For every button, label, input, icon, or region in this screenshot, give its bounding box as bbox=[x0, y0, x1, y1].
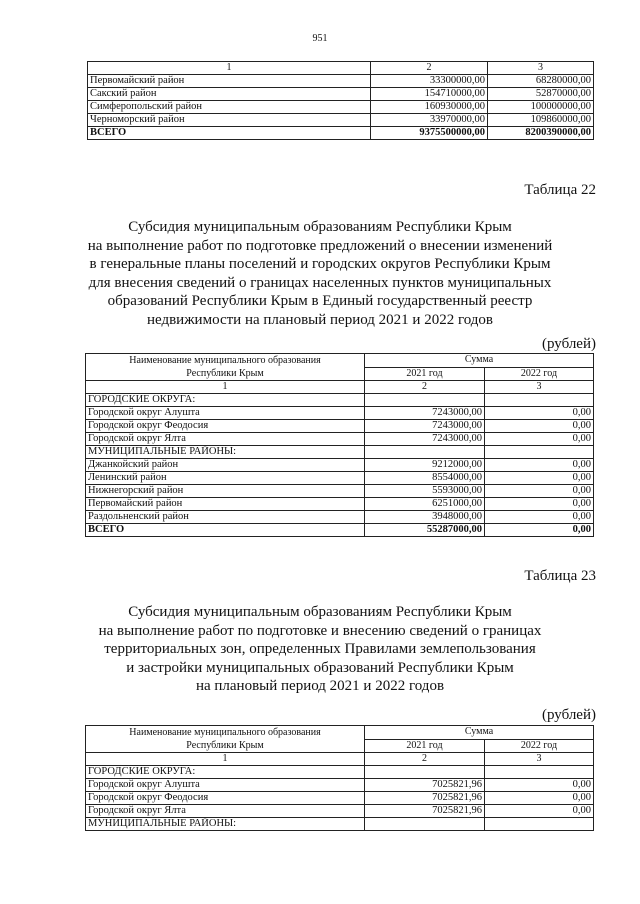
value-2021: 7243000,00 bbox=[365, 407, 485, 420]
value-2021: 154710000,00 bbox=[371, 88, 488, 101]
section-label: ГОРОДСКИЕ ОКРУГА: bbox=[86, 766, 365, 779]
table-row bbox=[86, 511, 594, 524]
col-number: 1 bbox=[88, 62, 371, 75]
section-label: МУНИЦИПАЛЬНЫЕ РАЙОНЫ: bbox=[86, 818, 365, 831]
header-name-line1: Наименование муниципального образования bbox=[129, 355, 321, 366]
total-2021: 9375500000,00 bbox=[371, 127, 488, 140]
section-row bbox=[86, 766, 594, 779]
title-line: на плановый период 2021 и 2022 годов bbox=[195, 678, 445, 694]
row-name: Сакский район bbox=[88, 88, 371, 101]
table23-title bbox=[0, 603, 640, 696]
value-2021: 9212000,00 bbox=[365, 459, 485, 472]
value-2022: 0,00 bbox=[485, 472, 594, 485]
table-row bbox=[86, 407, 594, 420]
table22-unit: (рублей) bbox=[541, 336, 596, 352]
row-name: Ленинский район bbox=[86, 472, 365, 485]
title-line: территориальных зон, определенных Правилами землепользования bbox=[104, 641, 536, 657]
row-name: Раздольненский район bbox=[86, 511, 365, 524]
value-2022: 100000000,00 bbox=[488, 101, 594, 114]
value-2021: 33970000,00 bbox=[371, 114, 488, 127]
table-row bbox=[88, 88, 594, 101]
table-row bbox=[88, 101, 594, 114]
value-2022: 52870000,00 bbox=[488, 88, 594, 101]
header-name-line1: Наименование муниципального образования bbox=[129, 727, 321, 738]
value-2021: 8554000,00 bbox=[365, 472, 485, 485]
section-label: МУНИЦИПАЛЬНЫЕ РАЙОНЫ: bbox=[86, 446, 365, 459]
value-2022: 0,00 bbox=[485, 805, 594, 818]
title-line: в генеральные планы поселений и городских округов Республики Крым bbox=[89, 256, 551, 272]
col-number: 2 bbox=[365, 753, 485, 766]
header-row bbox=[86, 726, 594, 740]
value-2022: 0,00 bbox=[485, 407, 594, 420]
value-2021: 5593000,00 bbox=[365, 485, 485, 498]
row-name: Городской округ Алушта bbox=[86, 779, 365, 792]
column-numbers-row bbox=[86, 753, 594, 766]
value-2022: 0,00 bbox=[485, 792, 594, 805]
col-number: 1 bbox=[86, 381, 365, 394]
row-name: Джанкойский район bbox=[86, 459, 365, 472]
value-2021: 33300000,00 bbox=[371, 75, 488, 88]
table-row bbox=[86, 792, 594, 805]
table-row bbox=[86, 420, 594, 433]
col-number: 2 bbox=[365, 381, 485, 394]
page-number: 951 bbox=[312, 33, 328, 44]
header-sum: Сумма bbox=[365, 726, 594, 740]
title-line: Субсидия муниципальным образованиям Республики Крым bbox=[128, 219, 512, 235]
row-name: Первомайский район bbox=[88, 75, 371, 88]
title-line: для внесения сведений о границах населенных пунктов муниципальных bbox=[88, 274, 552, 291]
value-2022: 68280000,00 bbox=[488, 75, 594, 88]
row-name: Нижнегорский район bbox=[86, 485, 365, 498]
section-row bbox=[86, 446, 594, 459]
table-row bbox=[86, 459, 594, 472]
value-2022: 0,00 bbox=[485, 779, 594, 792]
header-year-2022: 2022 год bbox=[485, 739, 594, 753]
value-2021: 160930000,00 bbox=[371, 101, 488, 114]
value-2022: 0,00 bbox=[485, 511, 594, 524]
total-label: ВСЕГО bbox=[86, 524, 365, 537]
value-2022: 0,00 bbox=[485, 485, 594, 498]
row-name: Симферопольский район bbox=[88, 101, 371, 114]
table-row bbox=[86, 433, 594, 446]
table-row bbox=[88, 75, 594, 88]
value-2022: 0,00 bbox=[485, 459, 594, 472]
title-line: недвижимости на плановый период 2021 и 2022 годов bbox=[146, 311, 494, 328]
row-name: Городской округ Феодосия bbox=[86, 420, 365, 433]
table23-label: Таблица 23 bbox=[524, 568, 596, 584]
total-2021: 55287000,00 bbox=[365, 524, 485, 537]
section-label: ГОРОДСКИЕ ОКРУГА: bbox=[86, 394, 365, 407]
table23 bbox=[85, 725, 594, 831]
value-2021: 7025821,96 bbox=[365, 805, 485, 818]
value-2021: 7025821,96 bbox=[365, 792, 485, 805]
table23-unit: (рублей) bbox=[541, 707, 596, 723]
value-2021: 7243000,00 bbox=[365, 420, 485, 433]
value-2021: 7243000,00 bbox=[365, 433, 485, 446]
table-row bbox=[86, 805, 594, 818]
col-number: 3 bbox=[485, 753, 594, 766]
header-sum: Сумма bbox=[365, 354, 594, 368]
header-row bbox=[86, 354, 594, 368]
row-name: Городской округ Ялта bbox=[86, 433, 365, 446]
value-2021: 7025821,96 bbox=[365, 779, 485, 792]
header-name bbox=[86, 354, 365, 381]
title-line: и застройки муниципальных образований Республики Крым bbox=[126, 659, 514, 676]
column-numbers-row bbox=[88, 62, 594, 75]
header-year-2021: 2021 год bbox=[365, 739, 485, 753]
table-row bbox=[86, 485, 594, 498]
total-row bbox=[86, 524, 594, 537]
col-number: 2 bbox=[371, 62, 488, 75]
title-line: Субсидия муниципальным образованиям Республики Крым bbox=[128, 604, 512, 620]
col-number: 3 bbox=[485, 381, 594, 394]
table22 bbox=[85, 353, 594, 537]
column-numbers-row bbox=[86, 381, 594, 394]
table-row bbox=[88, 114, 594, 127]
col-number: 1 bbox=[86, 753, 365, 766]
value-2021: 3948000,00 bbox=[365, 511, 485, 524]
title-line: на выполнение работ по подготовке и внесению сведений о границах bbox=[98, 622, 542, 639]
row-name: Городской округ Алушта bbox=[86, 407, 365, 420]
row-name: Городской округ Ялта bbox=[86, 805, 365, 818]
section-row bbox=[86, 394, 594, 407]
row-name: Городской округ Феодосия bbox=[86, 792, 365, 805]
row-name: Черноморский район bbox=[88, 114, 371, 127]
table-row bbox=[86, 779, 594, 792]
header-name bbox=[86, 726, 365, 753]
title-line: на выполнение работ по подготовке предложений о внесении изменений bbox=[87, 237, 553, 254]
value-2022: 0,00 bbox=[485, 498, 594, 511]
value-2022: 0,00 bbox=[485, 420, 594, 433]
table22-title bbox=[0, 218, 640, 329]
header-year-2022: 2022 год bbox=[485, 367, 594, 381]
value-2021: 6251000,00 bbox=[365, 498, 485, 511]
row-name: Первомайский район bbox=[86, 498, 365, 511]
table-row bbox=[86, 498, 594, 511]
value-2022: 0,00 bbox=[485, 433, 594, 446]
section-row bbox=[86, 818, 594, 831]
header-name-line2: Республики Крым bbox=[186, 368, 264, 379]
table-row bbox=[86, 472, 594, 485]
table22-label: Таблица 22 bbox=[524, 182, 596, 198]
total-label: ВСЕГО bbox=[88, 127, 371, 140]
total-2022: 8200390000,00 bbox=[488, 127, 594, 140]
table-prev bbox=[87, 61, 594, 140]
header-year-2021: 2021 год bbox=[365, 367, 485, 381]
title-line: образований Республики Крым в Единый государственный реестр bbox=[107, 293, 533, 309]
col-number: 3 bbox=[488, 62, 594, 75]
header-name-line2: Республики Крым bbox=[186, 740, 264, 751]
total-2022: 0,00 bbox=[485, 524, 594, 537]
value-2022: 109860000,00 bbox=[488, 114, 594, 127]
total-row bbox=[88, 127, 594, 140]
